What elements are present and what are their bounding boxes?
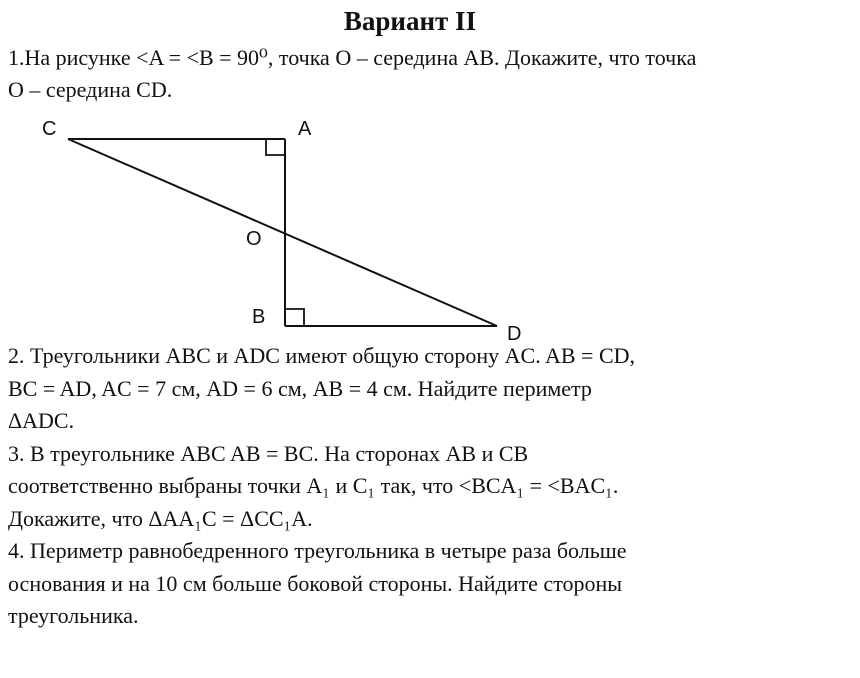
problem-3-line-3: Докажите, что ΔAA₁C = ΔCC₁A. bbox=[8, 505, 313, 531]
problem-2-line-2: BC = AD, AC = 7 см, AD = 6 см, AB = 4 см. Найдите периметр bbox=[8, 375, 592, 401]
problem-4-line-2: основания и на 10 см больше боковой стороны. Найдите стороны bbox=[8, 570, 623, 596]
label-c: C bbox=[42, 118, 57, 140]
problems-block bbox=[8, 340, 828, 633]
label-o: O bbox=[246, 228, 262, 250]
page-title: Вариант II bbox=[343, 6, 477, 36]
problem-1-line-1: 1.На рисунке <A = <B = 90⁰, точка O – середина AB. Докажите, что точка bbox=[8, 45, 697, 70]
problem-3-line-1: 3. В треугольнике ABC AB = BC. На сторонах AB и CB bbox=[8, 440, 529, 466]
problem-2-line-3: ΔADC. bbox=[8, 408, 75, 433]
problem-2-line-1: 2. Треугольники ABC и ADC имеют общую сторону AC. AB = CD, bbox=[8, 343, 636, 368]
label-d: D bbox=[507, 323, 522, 345]
label-b: B bbox=[252, 306, 266, 328]
right-angle-mark-a bbox=[266, 139, 285, 155]
problem-4-line-3: треугольника. bbox=[8, 603, 139, 628]
problem-3-line-2: соответственно выбраны точки A₁ и C₁ так, что <BCA₁ = <BAC₁. bbox=[8, 473, 619, 498]
label-a: A bbox=[298, 118, 312, 140]
segment-cd bbox=[68, 139, 497, 326]
problem-4-line-1: 4. Периметр равнобедренного треугольника в четыре раза больше bbox=[8, 538, 627, 563]
right-angle-mark-b bbox=[285, 309, 304, 326]
problem-1-line-2: O – середина CD. bbox=[8, 77, 173, 102]
